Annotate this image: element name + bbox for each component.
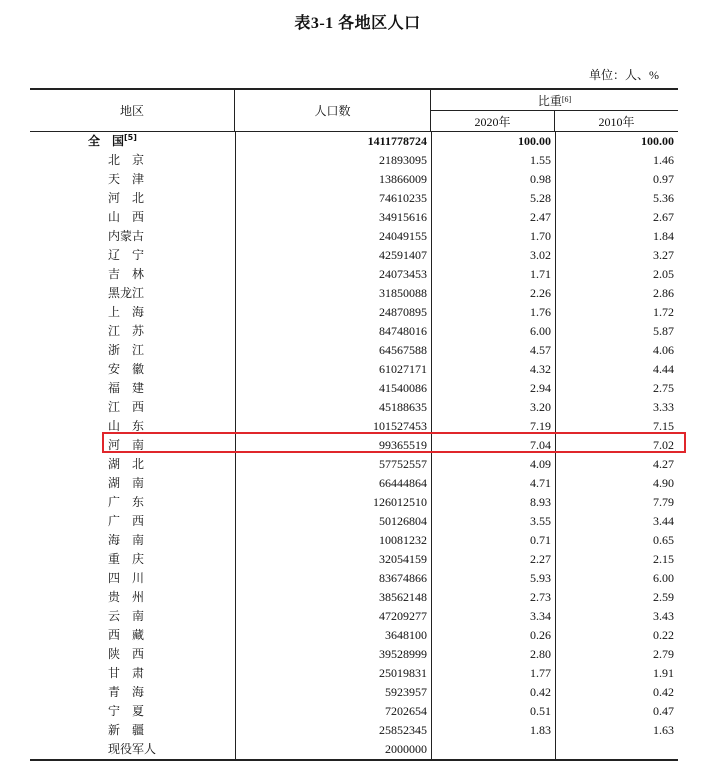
table-row xyxy=(30,417,678,436)
population-cell: 24049155 xyxy=(379,229,427,243)
population-cell: 50126804 xyxy=(379,514,427,528)
population-cell: 83674866 xyxy=(379,571,427,585)
share-2020-cell xyxy=(431,740,555,759)
share-2020-cell: 2.73 xyxy=(530,590,551,604)
region-cell: 内蒙古 xyxy=(108,229,145,243)
share-2020-cell: 0.42 xyxy=(530,685,551,699)
region-cell: 云 南 xyxy=(108,609,145,623)
region-cell: 贵 州 xyxy=(108,590,145,604)
table-row xyxy=(30,645,678,664)
table-row xyxy=(30,740,678,759)
share-2020-cell: 7.19 xyxy=(530,419,551,433)
table-row xyxy=(30,721,678,740)
share-2010-cell: 3.43 xyxy=(653,609,674,623)
table-row xyxy=(30,607,678,626)
region-cell: 上 海 xyxy=(108,305,145,319)
total-region-cell xyxy=(30,132,235,151)
population-cell: 25852345 xyxy=(379,723,427,737)
share-2010-cell: 2.79 xyxy=(653,647,674,661)
table-row xyxy=(30,455,678,474)
region-cell: 陕 西 xyxy=(108,647,145,661)
region-cell: 天 津 xyxy=(108,172,145,186)
share-2010-cell: 1.84 xyxy=(653,229,674,243)
region-cell: 山 西 xyxy=(108,210,145,224)
table-row xyxy=(30,170,678,189)
region-cell: 江 西 xyxy=(108,400,145,414)
share-2010-cell: 4.90 xyxy=(653,476,674,490)
region-cell: 海 南 xyxy=(108,533,145,547)
share-2020-cell: 4.57 xyxy=(530,343,551,357)
table-row xyxy=(30,626,678,645)
region-cell: 重 庆 xyxy=(108,552,145,566)
region-cell: 湖 北 xyxy=(108,457,145,471)
table-row xyxy=(30,151,678,170)
share-2010-cell: 1.91 xyxy=(653,666,674,680)
table-row xyxy=(30,303,678,322)
header-year-2010 xyxy=(555,111,678,131)
share-2020-cell: 1.71 xyxy=(530,267,551,281)
region-cell: 福 建 xyxy=(108,381,145,395)
table-row xyxy=(30,341,678,360)
total-share-2010: 100.00 xyxy=(641,134,674,148)
table-row xyxy=(30,360,678,379)
share-2010-cell: 4.06 xyxy=(653,343,674,357)
share-2010-cell: 4.44 xyxy=(653,362,674,376)
population-cell: 38562148 xyxy=(379,590,427,604)
region-cell: 四 川 xyxy=(108,571,145,585)
region-cell: 广 西 xyxy=(108,514,145,528)
table-row xyxy=(30,588,678,607)
share-2010-cell: 4.27 xyxy=(653,457,674,471)
share-2020-cell: 5.93 xyxy=(530,571,551,585)
header-share-label: 比重 xyxy=(537,93,562,108)
share-2010-cell: 5.87 xyxy=(653,324,674,338)
share-2020-cell: 3.55 xyxy=(530,514,551,528)
population-cell: 99365519 xyxy=(379,438,427,452)
share-2020-cell: 1.55 xyxy=(530,153,551,167)
share-2010-cell: 1.46 xyxy=(653,153,674,167)
population-cell: 41540086 xyxy=(379,381,427,395)
table-body xyxy=(30,132,678,759)
population-cell: 42591407 xyxy=(379,248,427,262)
region-cell: 湖 南 xyxy=(108,476,145,490)
share-2010-cell: 0.65 xyxy=(653,533,674,547)
share-2020-cell: 2.80 xyxy=(530,647,551,661)
region-cell: 江 苏 xyxy=(108,324,145,338)
table-header xyxy=(30,90,678,132)
share-2010-cell: 2.59 xyxy=(653,590,674,604)
table-row xyxy=(30,493,678,512)
population-cell: 3648100 xyxy=(385,628,427,642)
table-row xyxy=(30,702,678,721)
region-cell: 山 东 xyxy=(108,419,145,433)
population-cell: 64567588 xyxy=(379,343,427,357)
table-row xyxy=(30,265,678,284)
share-2010-cell: 3.44 xyxy=(653,514,674,528)
share-2020-cell: 4.32 xyxy=(530,362,551,376)
population-cell: 5923957 xyxy=(385,685,427,699)
share-2010-cell: 1.63 xyxy=(653,723,674,737)
share-2020-cell: 2.47 xyxy=(530,210,551,224)
share-2020-cell: 0.51 xyxy=(530,704,551,718)
share-2010-cell: 7.02 xyxy=(653,438,674,452)
table-row xyxy=(30,436,678,455)
region-cell: 现役军人 xyxy=(108,742,157,756)
population-cell: 7202654 xyxy=(385,704,427,718)
region-cell: 甘 肃 xyxy=(108,666,145,680)
table-row xyxy=(30,531,678,550)
population-cell: 47209277 xyxy=(379,609,427,623)
population-cell: 57752557 xyxy=(379,457,427,471)
share-2020-cell: 0.26 xyxy=(530,628,551,642)
header-region-label: 地区 xyxy=(119,104,144,118)
population-cell: 31850088 xyxy=(379,286,427,300)
region-cell: 西 藏 xyxy=(108,628,145,642)
region-cell: 安 徽 xyxy=(108,362,145,376)
table-row-total xyxy=(30,132,678,151)
share-2010-cell: 3.27 xyxy=(653,248,674,262)
table-row xyxy=(30,189,678,208)
region-cell: 辽 宁 xyxy=(108,248,145,262)
total-population: 1411778724 xyxy=(367,134,427,148)
column-divider xyxy=(235,132,236,759)
table-row xyxy=(30,284,678,303)
share-2020-cell: 3.02 xyxy=(530,248,551,262)
total-region: 全 国 xyxy=(88,134,125,148)
population-cell: 39528999 xyxy=(379,647,427,661)
table-row xyxy=(30,664,678,683)
share-2010-cell: 0.22 xyxy=(653,628,674,642)
unit-label: 单位：人、% xyxy=(589,68,659,82)
population-cell: 2000000 xyxy=(385,742,427,756)
column-divider xyxy=(431,132,432,759)
population-cell: 10081232 xyxy=(379,533,427,547)
share-2020-cell: 0.98 xyxy=(530,172,551,186)
share-2020-cell: 3.34 xyxy=(530,609,551,623)
share-2020-cell: 6.00 xyxy=(530,324,551,338)
table-row xyxy=(30,398,678,417)
table-row xyxy=(30,569,678,588)
header-year-2020 xyxy=(431,111,555,131)
population-cell: 101527453 xyxy=(373,419,427,433)
population-cell: 32054159 xyxy=(379,552,427,566)
header-year-2010-label: 2010年 xyxy=(598,114,635,129)
share-2010-cell: 2.05 xyxy=(653,267,674,281)
share-2020-cell: 1.83 xyxy=(530,723,551,737)
share-2010-cell: 0.97 xyxy=(653,172,674,186)
share-2020-cell: 7.04 xyxy=(530,438,551,452)
table-row xyxy=(30,322,678,341)
share-2010-cell: 2.67 xyxy=(653,210,674,224)
share-2020-cell: 5.28 xyxy=(530,191,551,205)
population-cell: 34915616 xyxy=(379,210,427,224)
table-row xyxy=(30,550,678,569)
share-2010-cell: 0.47 xyxy=(653,704,674,718)
population-cell: 74610235 xyxy=(379,191,427,205)
population-cell: 45188635 xyxy=(379,400,427,414)
column-divider xyxy=(555,132,556,759)
region-cell: 北 京 xyxy=(108,153,145,167)
population-table xyxy=(30,88,678,761)
total-share-2020: 100.00 xyxy=(518,134,551,148)
region-cell: 宁 夏 xyxy=(108,704,145,718)
total-note: [5] xyxy=(124,133,137,142)
share-2020-cell: 8.93 xyxy=(530,495,551,509)
region-cell: 新 疆 xyxy=(108,723,145,737)
share-2020-cell: 1.77 xyxy=(530,666,551,680)
population-cell: 25019831 xyxy=(379,666,427,680)
header-region xyxy=(30,90,235,131)
share-2010-cell: 2.75 xyxy=(653,381,674,395)
region-cell: 吉 林 xyxy=(108,267,145,281)
share-2010-cell: 1.72 xyxy=(653,305,674,319)
share-2020-cell: 3.20 xyxy=(530,400,551,414)
region-cell: 浙 江 xyxy=(108,343,145,357)
share-2020-cell: 0.71 xyxy=(530,533,551,547)
header-population xyxy=(235,90,431,131)
population-cell: 84748016 xyxy=(379,324,427,338)
share-2020-cell: 2.94 xyxy=(530,381,551,395)
share-2020-cell: 2.26 xyxy=(530,286,551,300)
population-cell: 24073453 xyxy=(379,267,427,281)
population-cell: 24870895 xyxy=(379,305,427,319)
region-cell: 河 北 xyxy=(108,191,145,205)
header-share: 比重 [6] xyxy=(431,90,678,111)
population-cell: 66444864 xyxy=(379,476,427,490)
share-2010-cell: 7.79 xyxy=(653,495,674,509)
share-2010-cell xyxy=(555,740,678,759)
population-cell: 13866009 xyxy=(379,172,427,186)
share-2010-cell: 3.33 xyxy=(653,400,674,414)
region-cell: 河 南 xyxy=(108,438,145,452)
share-2020-cell: 1.76 xyxy=(530,305,551,319)
region-cell: 广 东 xyxy=(108,495,145,509)
share-2020-cell: 4.71 xyxy=(530,476,551,490)
share-2020-cell: 1.70 xyxy=(530,229,551,243)
table-row xyxy=(30,512,678,531)
table-row xyxy=(30,227,678,246)
population-cell: 126012510 xyxy=(373,495,427,509)
header-year-2020-label: 2020年 xyxy=(474,114,511,129)
population-cell: 61027171 xyxy=(379,362,427,376)
table-title: 表3-1 各地区人口 xyxy=(294,15,421,32)
share-2010-cell: 5.36 xyxy=(653,191,674,205)
header-population-label: 人口数 xyxy=(314,104,351,118)
share-2020-cell: 2.27 xyxy=(530,552,551,566)
table-row xyxy=(30,379,678,398)
region-cell: 黑龙江 xyxy=(108,286,145,300)
share-2010-cell: 6.00 xyxy=(653,571,674,585)
table-row xyxy=(30,683,678,702)
table-row xyxy=(30,246,678,265)
share-2010-cell: 2.15 xyxy=(653,552,674,566)
share-2010-cell: 0.42 xyxy=(653,685,674,699)
region-cell: 青 海 xyxy=(108,685,145,699)
population-cell: 21893095 xyxy=(379,153,427,167)
share-2020-cell: 4.09 xyxy=(530,457,551,471)
table-row xyxy=(30,208,678,227)
share-2010-cell: 7.15 xyxy=(653,419,674,433)
table-row xyxy=(30,474,678,493)
share-2010-cell: 2.86 xyxy=(653,286,674,300)
